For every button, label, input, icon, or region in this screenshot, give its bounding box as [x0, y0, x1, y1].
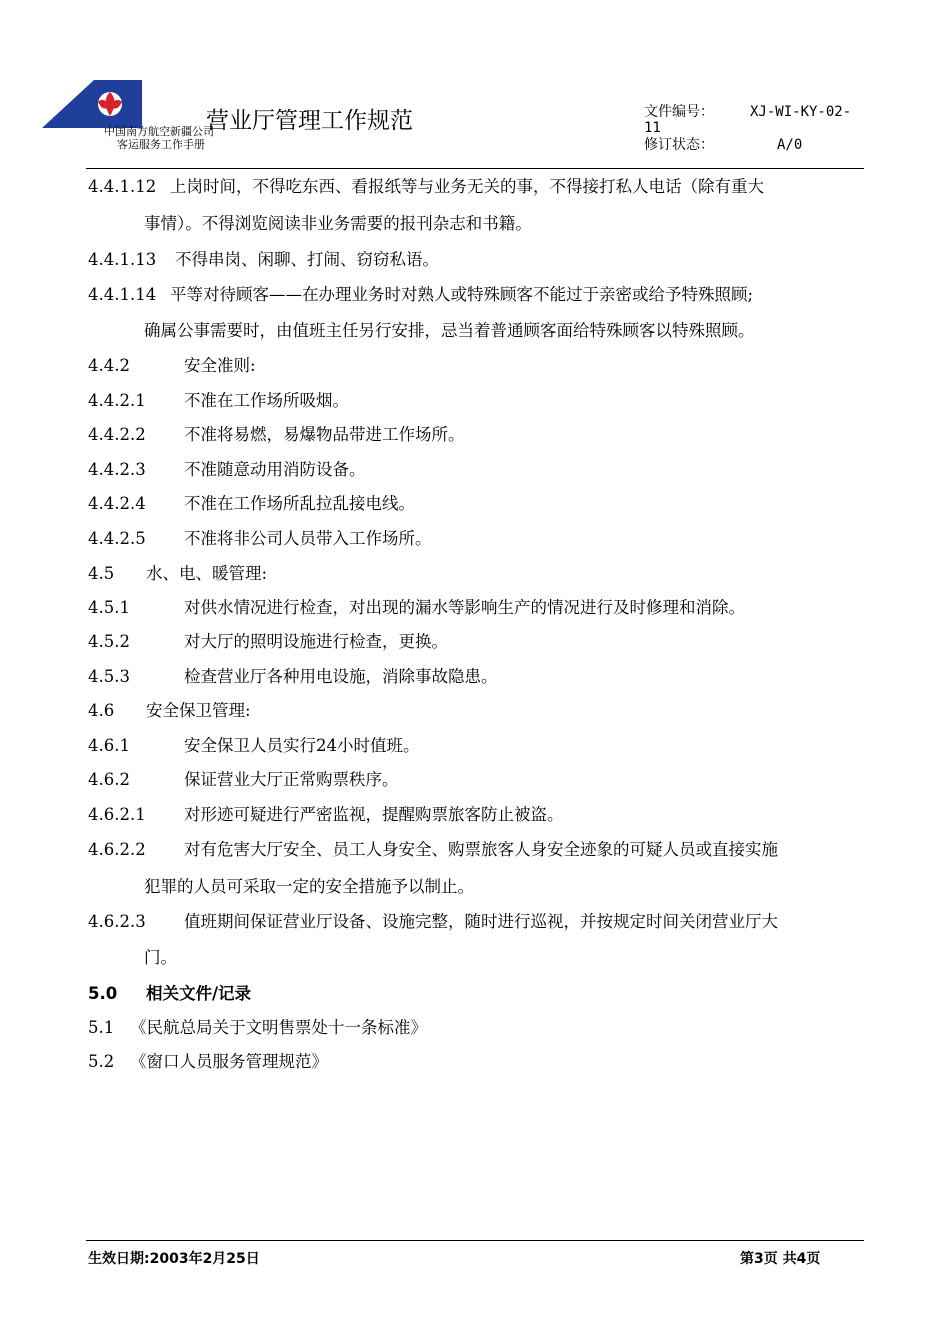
document-title: 营业厅管理工作规范 [206, 108, 413, 134]
clause-text: 检查营业厅各种用电设施，消除事故隐患。 [184, 667, 498, 686]
clause-number: 4.5.1 [88, 598, 130, 617]
clause-text: 不得串岗、闲聊、打闹、窃窃私语。 [175, 250, 439, 269]
clause-number: 4.5 [88, 564, 115, 583]
clause-text: 不准随意动用消防设备。 [184, 460, 366, 479]
page-number: 第3页 共4页 [740, 1251, 821, 1267]
clause-text: 不准在工作场所吸烟。 [184, 391, 349, 410]
clause-number: 5.2 [88, 1052, 115, 1071]
clause-text: 平等对待顾客——在办理业务时对熟人或特殊顾客不能过于亲密或给予特殊照顾; [170, 285, 754, 304]
section-heading: 相关文件/记录 [146, 984, 252, 1003]
clause-text: 对有危害大厅安全、员工人身安全、购票旅客人身安全迹象的可疑人员或直接实施 [184, 840, 778, 859]
clause-text: 水、电、暖管理: [146, 564, 268, 583]
clause-text: 安全保卫人员实行24小时值班。 [184, 736, 420, 755]
clause-number: 4.6.2.1 [88, 805, 146, 824]
section-number: 5.0 [88, 984, 118, 1003]
clause-text: 安全保卫管理: [146, 701, 251, 720]
clause-text: 对大厅的照明设施进行检查，更换。 [184, 632, 448, 651]
company-name: 中国南方航空新疆公司 [104, 125, 214, 138]
footer-divider [86, 1240, 864, 1241]
clause-number: 4.5.2 [88, 632, 130, 651]
clause-number: 4.6.1 [88, 736, 130, 755]
clause-text: 不准在工作场所乱拉乱接电线。 [184, 494, 415, 513]
header-divider [86, 168, 864, 169]
clause-number: 4.4.1.14 [88, 285, 157, 304]
revision-label: 修订状态： [644, 137, 714, 153]
effective-date: 生效日期:2003年2月25日 [88, 1251, 260, 1267]
clause-number: 4.4.2.2 [88, 425, 146, 444]
clause-text: 不准将非公司人员带入工作场所。 [184, 529, 432, 548]
doc-code-value: XJ-WI-KY-02- [750, 104, 852, 120]
clause-number: 4.4.2.3 [88, 460, 146, 479]
clause-number: 4.6.2.3 [88, 912, 146, 931]
clause-text: 上岗时间，不得吃东西、看报纸等与业务无关的事，不得接打私人电话（除有重大 [170, 177, 764, 196]
clause-text: 对供水情况进行检查，对出现的漏水等影响生产的情况进行及时修理和消除。 [184, 598, 745, 617]
company-subtitle: 客运服务工作手册 [117, 138, 205, 151]
clause-number: 4.4.1.12 [88, 177, 157, 196]
reference-document: 《民航总局关于文明售票处十一条标准》 [130, 1018, 427, 1037]
clause-number: 4.4.1.13 [88, 250, 157, 269]
clause-text-continued: 门。 [144, 948, 177, 967]
clause-number: 4.6.2 [88, 770, 130, 789]
doc-code-value-wrap: 11 [644, 120, 661, 136]
clause-text-continued: 犯罪的人员可采取一定的安全措施予以制止。 [144, 877, 474, 896]
clause-text: 不准将易燃，易爆物品带进工作场所。 [184, 425, 465, 444]
clause-number: 4.5.3 [88, 667, 130, 686]
clause-text-continued: 确属公事需要时，由值班主任另行安排，忌当着普通顾客面给特殊顾客以特殊照顾。 [144, 321, 755, 340]
clause-text-continued: 事情）。不得浏览阅读非业务需要的报刊杂志和书籍。 [144, 214, 532, 233]
clause-text: 保证营业大厅正常购票秩序。 [184, 770, 399, 789]
clause-number: 4.4.2.1 [88, 391, 146, 410]
clause-number: 4.4.2.4 [88, 494, 146, 513]
clause-number: 4.4.2 [88, 356, 130, 375]
clause-text: 安全准则: [184, 356, 256, 375]
clause-text: 对形迹可疑进行严密监视，提醒购票旅客防止被盗。 [184, 805, 564, 824]
clause-number: 5.1 [88, 1018, 115, 1037]
clause-text: 值班期间保证营业厅设备、设施完整，随时进行巡视，并按规定时间关闭营业厅大 [184, 912, 778, 931]
clause-number: 4.6.2.2 [88, 840, 146, 859]
doc-code-label: 文件编号： [644, 104, 714, 120]
clause-number: 4.4.2.5 [88, 529, 146, 548]
clause-number: 4.6 [88, 701, 115, 720]
revision-value: A/0 [777, 137, 803, 153]
reference-document: 《窗口人员服务管理规范》 [130, 1052, 328, 1071]
